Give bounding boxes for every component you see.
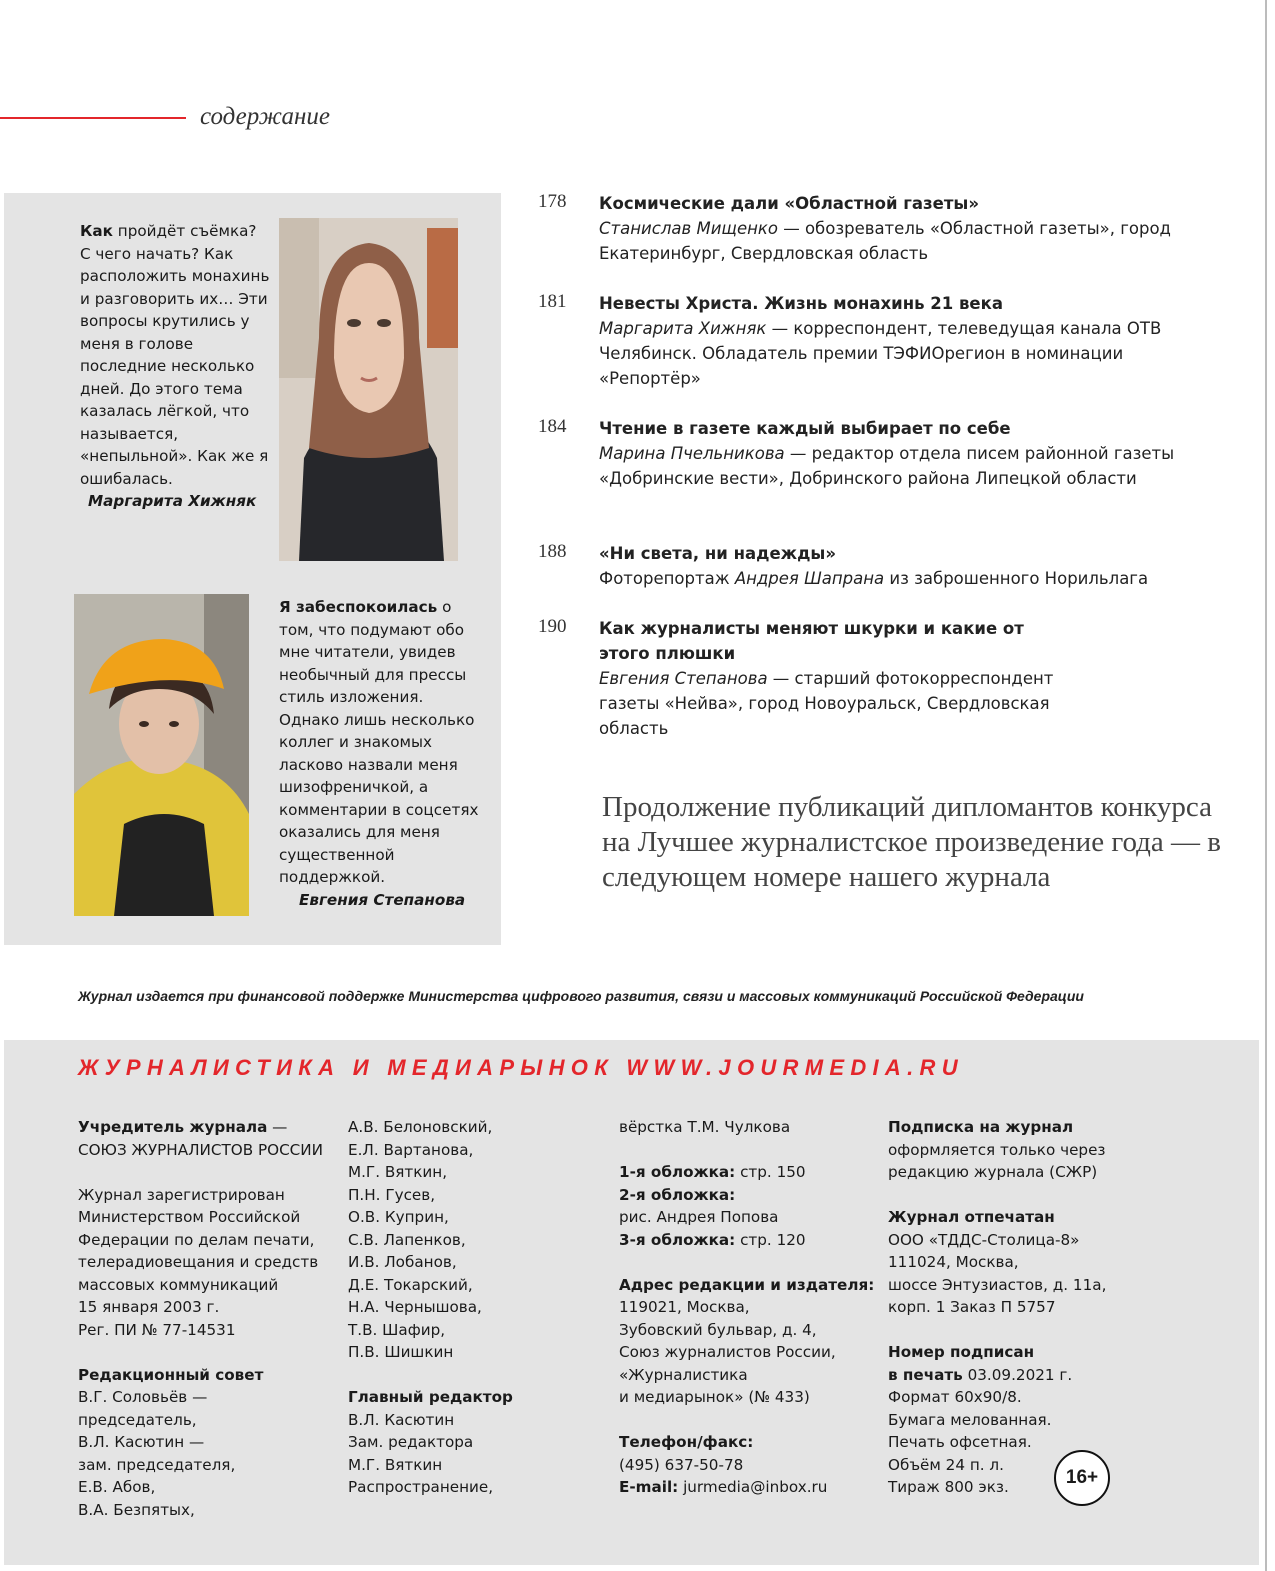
- founder-label: Учредитель журнала: [78, 1118, 268, 1136]
- address-line: и медиарынок» (№ 433): [619, 1388, 810, 1406]
- council-label: Редакционный совет: [78, 1365, 264, 1384]
- council-member: В.А. Безпятых,: [78, 1500, 195, 1519]
- email-label: E-mail:: [619, 1478, 679, 1496]
- support-line: Журнал издается при финансовой поддержке Министерства цифрового развития, связи и массовых коммуникаций Российской Федерации: [78, 988, 1084, 1004]
- chief-label: Главный редактор: [348, 1388, 513, 1406]
- address-line: 119021, Москва,: [619, 1298, 750, 1316]
- email-value[interactable]: jurmedia@inbox.ru: [678, 1478, 828, 1496]
- toc-page-number: 184: [538, 416, 567, 437]
- spec-line: Бумага мелованная.: [888, 1410, 1052, 1429]
- council-member: Д.Е. Токарский,: [348, 1275, 473, 1294]
- toc-title: Как журналисты меняют шкурки и какие от этого плюшки: [599, 619, 1024, 663]
- spec-line: Тираж 800 экз.: [888, 1478, 1009, 1496]
- quote-text: о том, что подумают обо мне читатели, увидев необычный для прессы стиль изложения. Однако лишь несколько коллег и знакомых ласково назвали меня шизофреничкой, а комментарии в соцсетях оказались для меня существенной поддержкой.: [279, 598, 479, 886]
- toc-author: Евгения Степанова: [599, 669, 768, 688]
- council-block: [78, 1364, 328, 1522]
- quote-lead: Я забеспокоилась: [279, 598, 438, 616]
- imprint-column-4: [888, 1116, 1148, 1521]
- printed-line: шоссе Энтузиастов, д. 11а,: [888, 1275, 1107, 1294]
- address-line: Союз журналистов России,: [619, 1343, 836, 1361]
- printed-line: 111024, Москва,: [888, 1253, 1019, 1271]
- subscription-line: редакцию журнала (СЖР): [888, 1163, 1098, 1181]
- printed-label: Журнал отпечатан: [888, 1208, 1055, 1226]
- council-member: В.Л. Касютин —: [78, 1433, 205, 1451]
- cover1-label: 1-я обложка:: [619, 1163, 736, 1181]
- toc-description: — старший фотокорреспондент газеты «Нейва», город Новоуральск, Свердловская область: [599, 669, 1054, 738]
- spec-line: Печать офсетная.: [888, 1433, 1032, 1451]
- quote-stepanova: [279, 596, 479, 911]
- council-continued: [348, 1116, 598, 1364]
- toc-page-number: 178: [538, 191, 567, 212]
- toc-page-number: 188: [538, 541, 567, 562]
- toc-author: Андрея Шапрана: [734, 569, 885, 588]
- council-member: А.В. Белоновский,: [348, 1118, 493, 1136]
- header-rule: [0, 117, 186, 119]
- cover2-value: рис. Андрея Попова: [619, 1208, 779, 1226]
- cover1-value: стр. 150: [735, 1163, 806, 1181]
- cover2-label: 2-я обложка:: [619, 1185, 736, 1204]
- quote-author: Евгения Степанова: [299, 890, 466, 909]
- address-block: [619, 1274, 879, 1409]
- toc-description: — корреспондент, телеведущая канала ОТВ Челябинск. Обладатель премии ТЭФИОрегион в номинации «Репортёр»: [599, 319, 1162, 388]
- toc-prefix: Фоторепортаж: [599, 569, 735, 588]
- council-member: О.В. Куприн,: [348, 1208, 449, 1226]
- page-edge: [1265, 0, 1267, 1571]
- chief-block: [348, 1386, 598, 1499]
- spec-line: Формат 60х90/8.: [888, 1388, 1022, 1406]
- portrait-illustration: [74, 594, 249, 916]
- registration-line: 15 января 2003 г.: [78, 1298, 220, 1316]
- council-member: П.Н. Гусев,: [348, 1185, 436, 1204]
- printed-line: корп. 1 Заказ П 5757: [888, 1298, 1056, 1316]
- toc-title: Чтение в газете каждый выбирает по себе: [599, 419, 1011, 438]
- chief-line: Распространение,: [348, 1478, 494, 1496]
- registration-line: массовых коммуникаций: [78, 1275, 279, 1294]
- council-member: С.В. Лапенков,: [348, 1230, 466, 1249]
- toc-entry: [599, 616, 1059, 741]
- registration-line: Федерации по делам печати,: [78, 1230, 315, 1249]
- quote-lead: Как: [80, 222, 113, 240]
- subscription-label: Подписка на журнал: [888, 1118, 1074, 1136]
- signed-date: 03.09.2021 г.: [962, 1365, 1073, 1384]
- toc-title: Невесты Христа. Жизнь монахинь 21 века: [599, 294, 1003, 313]
- registration-line: Министерством Российской: [78, 1208, 301, 1226]
- contact-block: [619, 1431, 879, 1499]
- council-member: И.В. Лобанов,: [348, 1253, 457, 1271]
- council-member: П.В. Шишкин: [348, 1343, 454, 1361]
- council-member: Е.Л. Вартанова,: [348, 1140, 474, 1159]
- quote-khizhnyak: [80, 220, 270, 513]
- cover3-value: стр. 120: [735, 1230, 806, 1249]
- council-member: Е.В. Абов,: [78, 1478, 156, 1496]
- registration-line: Рег. ПИ № 77-14531: [78, 1320, 236, 1339]
- imprint-column-3: [619, 1116, 879, 1521]
- toc-page-number: 181: [538, 291, 567, 312]
- age-rating-badge: 16+: [1054, 1450, 1110, 1506]
- toc-entry: [599, 291, 1199, 391]
- registration-line: телерадиовещания и средств: [78, 1253, 319, 1271]
- signed-label-2: в печать: [888, 1365, 963, 1384]
- address-label: Адрес редакции и издателя:: [619, 1275, 875, 1294]
- founder-block: [78, 1116, 328, 1161]
- toc-title: «Ни света, ни надежды»: [599, 544, 836, 563]
- phone-value: (495) 637-50-78: [619, 1455, 744, 1474]
- toc-author: Марина Пчельникова: [599, 444, 785, 463]
- chief-line: В.Л. Касютин: [348, 1410, 455, 1429]
- printed-line: ООО «ТДДС-Столица-8»: [888, 1230, 1080, 1249]
- signed-label: Номер подписан: [888, 1343, 1035, 1361]
- registration-block: [78, 1184, 328, 1342]
- toc-description: — редактор отдела писем районной газеты «Добринские вести», Добринского района Липецкой области: [599, 444, 1175, 488]
- imprint-column-1: [78, 1116, 328, 1544]
- imprint-column-2: [348, 1116, 598, 1521]
- council-member: Т.В. Шафир,: [348, 1320, 446, 1339]
- quote-text: пройдёт съёмка? С чего начать? Как расположить монахинь и разговорить их… Эти вопросы крутились у меня в голове последние несколько дней. До этого тема казалась лёгкой, что называется, «непыльной». Как же я ошибалась.: [80, 222, 270, 488]
- photo-stepanova: [74, 594, 249, 916]
- toc-page-number: 190: [538, 616, 567, 637]
- address-line: «Журналистика: [619, 1365, 748, 1384]
- brand-line: ЖУРНАЛИСТИКА И МЕДИАРЫНОК WWW.JOURMEDIA.RU: [78, 1055, 964, 1080]
- phone-label: Телефон/факс:: [619, 1433, 754, 1451]
- spec-line: Объём 24 п. л.: [888, 1455, 1004, 1474]
- registration-line: Журнал зарегистрирован: [78, 1185, 285, 1204]
- council-member: М.Г. Вяткин,: [348, 1163, 448, 1181]
- toc-description: — обозреватель «Областной газеты», город Екатеринбург, Свердловская область: [599, 219, 1171, 263]
- council-member: зам. председателя,: [78, 1455, 236, 1474]
- council-member: В.Г. Соловьёв — председатель,: [78, 1388, 208, 1429]
- covers-block: [619, 1161, 879, 1251]
- founder-dash: —: [267, 1118, 288, 1136]
- toc-author: Станислав Мищенко: [599, 219, 778, 238]
- subscription-block: [888, 1116, 1148, 1184]
- chief-line: М.Г. Вяткин: [348, 1455, 443, 1474]
- subscription-line: оформляется только через: [888, 1140, 1106, 1159]
- cover3-label: 3-я обложка:: [619, 1230, 736, 1249]
- address-line: Зубовский бульвар, д. 4,: [619, 1320, 817, 1339]
- toc-description: из заброшенного Норильлага: [884, 569, 1149, 588]
- toc-entry: [599, 416, 1199, 491]
- photo-khizhnyak: [279, 218, 458, 561]
- toc-entry: [599, 191, 1199, 266]
- printed-block: [888, 1206, 1148, 1319]
- portrait-illustration: [279, 218, 458, 561]
- toc-author: Маргарита Хижняк: [599, 319, 767, 338]
- layout-block: [619, 1116, 879, 1139]
- quote-author: Маргарита Хижняк: [88, 492, 257, 510]
- continuation-note: Продолжение публикаций дипломантов конкурса на Лучшее журналистское произведение года — в следующем номере нашего журнала: [602, 791, 1221, 893]
- toc-title: Космические дали «Областной газеты»: [599, 194, 979, 213]
- founder-name: СОЮЗ ЖУРНАЛИСТОВ РОССИИ: [78, 1140, 324, 1159]
- layout-credit: вёрстка Т.М. Чулкова: [619, 1118, 791, 1136]
- toc-entry: [599, 541, 1199, 591]
- council-member: Н.А. Чернышова,: [348, 1298, 482, 1316]
- section-title: содержание: [200, 103, 330, 130]
- chief-line: Зам. редактора: [348, 1433, 474, 1451]
